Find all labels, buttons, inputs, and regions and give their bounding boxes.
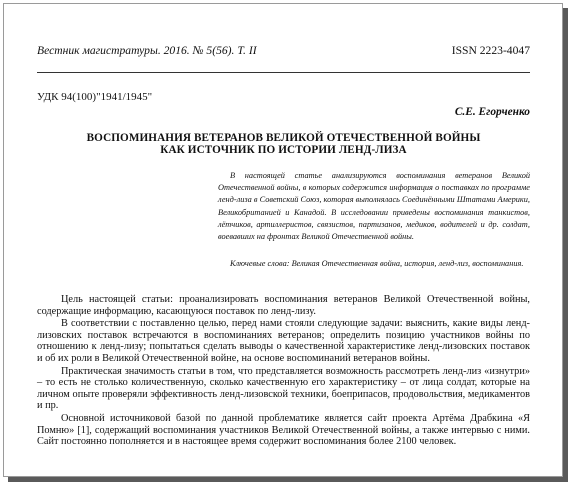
body-paragraph: Практическая значимость статьи в том, что представляется возможность рассмотреть ленд-лиз «изнутри» – то есть не столько количественную, сколько качественную его характеристику – от лица солдат, которые на личном опыте проверяли эффективность ленд-лизовской техники, боеприпасов, продовольствия, медикаментов и пр. — [37, 365, 530, 412]
author-name: С.Е. Егорченко — [454, 106, 530, 118]
body-paragraph: Основной источниковой базой по данной проблематике является сайт проекта Артёма Драбкина «Я Помню» [1], содержащий воспоминания участников Великой Отечественной войны, а также интервью с ними. Сайт постоянно пополняется и в настоящее время содержит воспоминания более 2100 человек. — [37, 412, 530, 448]
article-body — [37, 294, 530, 449]
keywords: Ключевые слова: Великая Отечественная война, история, ленд-лиз, воспоминания. — [230, 259, 524, 268]
title-line-1: ВОСПОМИНАНИЯ ВЕТЕРАНОВ ВЕЛИКОЙ ОТЕЧЕСТВЕННОЙ ВОЙНЫ — [86, 132, 481, 144]
udk-code: УДК 94(100)"1941/1945" — [37, 91, 153, 103]
article-title — [37, 132, 530, 156]
body-paragraph: Цель настоящей статьи: проанализировать воспоминания ветеранов Великой Отечественной войны, содержащие информацию, касающуюся поставок по ленд-лизу. — [37, 294, 530, 317]
abstract: В настоящей статье анализируются воспоминания ветеранов Великой Отечественной войны, в которых содержится информация о поставках по программе ленд-лиза в Советский Союз, которая выполнялась Соединёнными Штатами Америки, Великобританией и Канадой. В исследовании приведены воспоминания танкистов, лётчиков, артиллеристов, связистов, партизанов, медиков, водителей и др. солдат, воевавших на фронтах Великой Отечественной войны. — [218, 171, 530, 242]
title-line-2: КАК ИСТОЧНИК ПО ИСТОРИИ ЛЕНД-ЛИЗА — [160, 144, 407, 156]
journal-citation: Вестник магистратуры. 2016. № 5(56). Т. II — [37, 44, 257, 57]
body-paragraph: В соответствии с поставленно целью, перед нами стояли следующие задачи: выяснить, какие виды ленд-лизовских поставок встречаются в воспоминаниях ветеранов; определить позицию участников войны по отношению к ленд-лизу; попытаться сделать выводы о качественной характеристике ленд-лизовских поставок и об их роли в Великой Отечественной войне, на основе воспоминаний ветеранов войны. — [37, 318, 530, 364]
document-page — [3, 3, 563, 477]
header-rule — [37, 72, 530, 73]
issn-number: ISSN 2223-4047 — [451, 44, 530, 57]
running-header — [37, 44, 530, 58]
